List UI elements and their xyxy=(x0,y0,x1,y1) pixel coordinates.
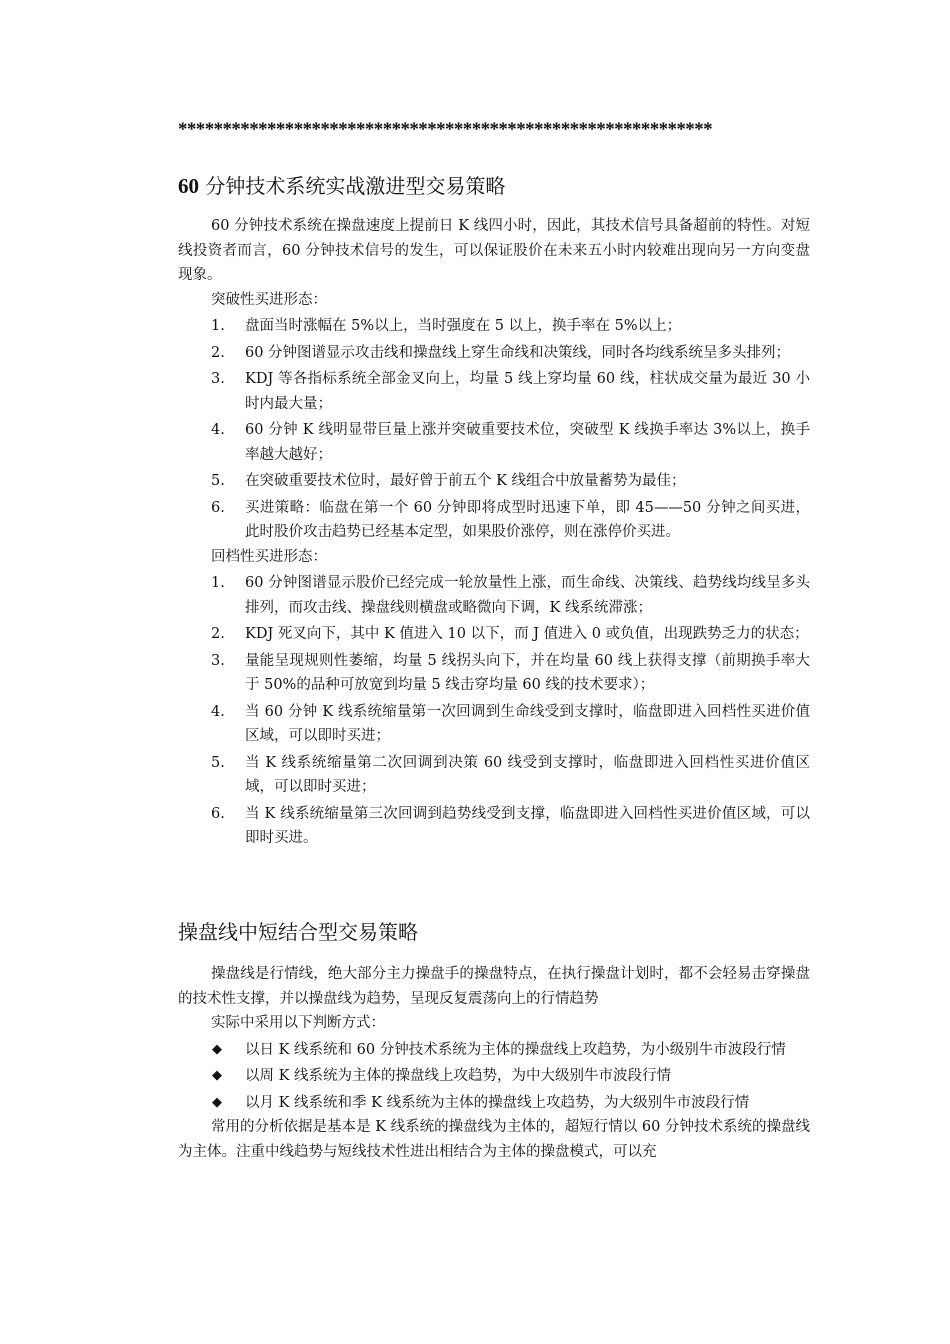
diamond-bullet-icon: ◆ xyxy=(212,1094,222,1110)
method-label: 实际中采用以下判断方式： xyxy=(211,1015,385,1031)
section1-title xyxy=(178,171,818,201)
bullet-item: ◆ 以日 K 线系统和 60 分钟技术系统为主体的操盘线上攻趋势，为小级别牛市波段行情 xyxy=(178,1038,810,1063)
breakout-item: 6. 买进策略：临盘在第一个 60 分钟即将成型时迅速下单，即 45——50 分钟之间买进，此时股价攻击趋势已经基本定型，如果股价涨停，则在涨停价买进。 xyxy=(211,499,810,540)
section1-intro: 60 分钟技术系统在操盘速度上提前日 K 线四小时，因此，其技术信号具备超前的特性。对短线投资者而言，60 分钟技术信号的发生，可以保证股价在未来五小时内较难出现向另一方向变盘现象。 xyxy=(178,218,810,283)
bullet-item: ◆ 以月 K 线系统和季 K 线系统为主体的操盘线上攻趋势，为大级别牛市波段行情 xyxy=(178,1091,810,1116)
section2-body xyxy=(178,962,810,1164)
breakout-item: 5. 在突破重要技术位时，最好曾于前五个 K 线组合中放量蓄势为最佳； xyxy=(211,473,686,489)
separator-line: ************************************************************ xyxy=(178,119,713,140)
diamond-bullet-icon: ◆ xyxy=(212,1041,222,1057)
section2-closing: 常用的分析依据是基本是 K 线系统的操盘线为主体的，超短行情以 60 分钟技术系统的操盘线为主体。注重中线趋势与短线技术性进出相结合为主体的操盘模式，可以充 xyxy=(178,1119,810,1160)
section1-body xyxy=(178,214,810,851)
bullet-item: ◆ 以周 K 线系统为主体的操盘线上攻趋势，为中大级别牛市波段行情 xyxy=(178,1064,810,1089)
pullback-item: 5. 当 K 线系统缩量第二次回调到决策 60 线受到支撑时，临盘即进入回档性买进价值区域，可以即时买进； xyxy=(211,754,810,795)
section1-title-text: 分钟技术系统实战激进型交易策略 xyxy=(199,174,506,198)
pullback-label: 回档性买进形态： xyxy=(211,548,327,565)
breakout-item: 3. KDJ 等各指标系统全部金叉向上，均量 5 线上穿均量 60 线，柱状成交量为最近 30 小时内最大量； xyxy=(211,371,810,412)
breakout-item: 2. 60 分钟图谱显示攻击线和操盘线上穿生命线和决策线，同时各均线系统呈多头排列； xyxy=(211,344,791,361)
diamond-bullet-icon: ◆ xyxy=(212,1068,222,1083)
pullback-item: 6. 当 K 线系统缩量第三次回调到趋势线受到支撑，临盘即进入回档性买进价值区域，可以即时买进。 xyxy=(211,805,810,846)
pullback-item: 2. KDJ 死叉向下，其中 K 值进入 10 以下，而 J 值进入 0 或负值，出现跌势乏力的状态； xyxy=(211,626,809,642)
pullback-item: 3. 量能呈现规则性萎缩，均量 5 线拐头向下，并在均量 60 线上获得支撑（前期换手率大于 50%的品种可放宽到均量 5 线击穿均量 60 线的技术要求）； xyxy=(211,652,810,693)
section2-intro: 操盘线是行情线，绝大部分主力操盘手的操盘特点，在执行操盘计划时，都不会轻易击穿操盘的技术性支撑，并以操盘线为趋势，呈现反复震荡向上的行情趋势 xyxy=(178,966,810,1007)
section1-title-number: 60 xyxy=(178,174,199,198)
breakout-item: 4. 60 分钟 K 线明显带巨量上涨并突破重要技术位，突破型 K 线换手率达 3%以上，换手率越大越好； xyxy=(211,422,810,463)
breakout-item: 1. 盘面当时涨幅在 5%以上，当时强度在 5 以上，换手率在 5%以上； xyxy=(211,318,682,334)
breakout-label: 突破性买进形态： xyxy=(211,291,327,308)
pullback-item: 4. 当 60 分钟 K 线系统缩量第一次回调到生命线受到支撑时，临盘即进入回档性买进价值区域，可以即时买进； xyxy=(211,703,810,744)
pullback-item: 1. 60 分钟图谱显示股价已经完成一轮放量性上涨，而生命线、决策线、趋势线均线呈多头排列，而攻击线、操盘线则横盘或略微向下调，K 线系统滞涨； xyxy=(211,575,810,616)
section2-title: 操盘线中短结合型交易策略 xyxy=(178,920,418,944)
